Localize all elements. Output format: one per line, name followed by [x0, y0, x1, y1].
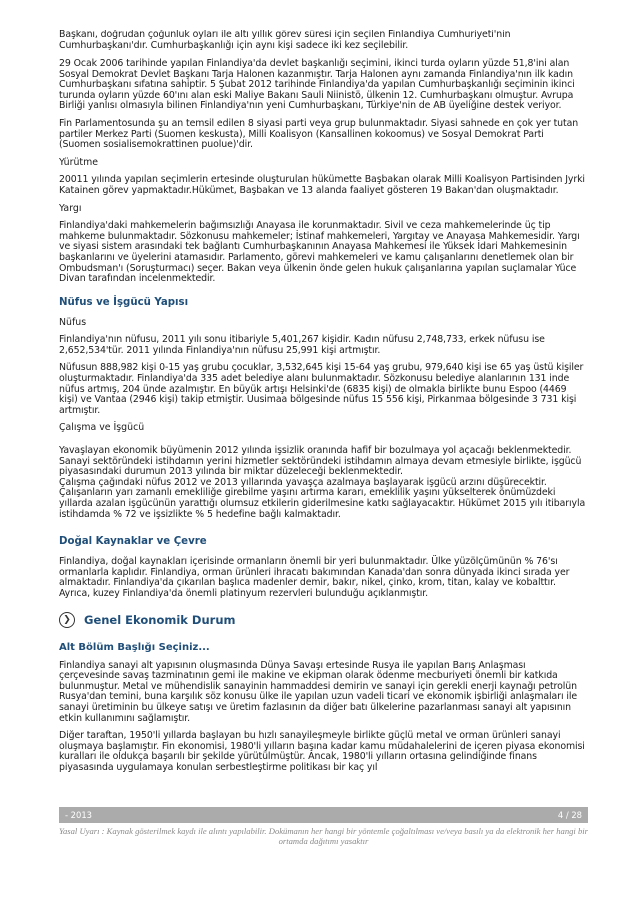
- document-body: [59, 30, 588, 781]
- subsection-select-heading[interactable]: Alt Bölüm Başlığı Seçiniz...: [59, 641, 210, 653]
- label-judiciary: Yargı: [59, 202, 82, 214]
- page-number: 4 / 28: [557, 810, 582, 820]
- page-footer-bar: [59, 807, 588, 823]
- label-population: Nüfus: [59, 316, 87, 328]
- paragraph-judiciary: Finlandiya'daki mahkemelerin bağımsızlığı Anayasa ile korunmaktadır. Sivil ve ceza mahkemelerinde üç tip mahkeme bulunmaktadır. Sözkonusu mahkemeler; İstinaf mahkemeleri, Yargıtay ve Anayasa Mahkemesidir. Yargı ve siyasi sistem arasındaki tek bağlantı Cumhurbaşkanının Anayasa Mahkemesi ile Yüksek İdari Mahkemesinin başkanlarını ve üyelerini atamasıdır. Parlamento, görevi mahkemeleri ve kamu çalışanlarını denetlemek olan bir Ombudsman'ı (Soruşturmacı) seçer. Bakan veya ülkenin önde gelen hukuk çalışanlarına yapılan suçlamalar Yüce Divan tarafından incelenmektedir.: [59, 220, 580, 285]
- label-executive: Yürütme: [59, 156, 98, 168]
- paragraph-executive: 20011 yılında yapılan seçimlerin ertesinde oluşturulan hükümette Başbakan olarak Milli Koalisyon Partisinden Jyrki Katainen görev yapmaktadır.Hükümet, Başbakan ve 13 alanda faaliyet gösteren 19 Bakan'dan oluşmaktadır.: [59, 174, 585, 196]
- section-heading-natural-resources: Doğal Kaynaklar ve Çevre: [59, 536, 207, 548]
- legal-notice: Yasal Uyarı : Kaynak gösterilmek kaydı ile alıntı yapılabilir. Dokümanın her hangi bir yöntemle çoğaltılması ve/veya basılı ya da elektronik her hangi bir ortamda dağıtımı yasaktır: [59, 826, 588, 846]
- chevron-right-circle-icon: ❯: [59, 612, 75, 628]
- paragraph-economy-2: Diğer taraftan, 1950'li yıllarda başlayan bu hızlı sanayileşmeyle birlikte güçlü metal ve orman ürünleri sanayi oluşmaya başlamıştır. Fin ekonomisi, 1980'li yılların başına kadar kamu müdahalelerini de içeren piyasa ekonomisi kuralları ile oldukça başarılı bir şekilde yürütülmüştür. Ancak, 1980'li yılların ortasına gelindiğinde finans piyasasında uygulamaya konulan serbestleştirme politikası bir kaç yıl: [59, 730, 585, 773]
- section-heading-population: Nüfus ve İşgücü Yapısı: [59, 296, 189, 308]
- paragraph-natural-resources: Finlandiya, doğal kaynakları içerisinde ormanların önemli bir yeri bulunmaktadır. Ülke yüzölçümünün % 76'sı ormanlarla kaplıdır. Finlandiya, orman ürünleri ihracatı bakımından Kanada'dan sonra dünyada ikinci sırada yer almaktadır. Finlandiya'da çıkarılan başlıca madenler demir, bakır, nikel, çinko, krom, titan, kalay ve kobalttır. Ayrıca, kuzey Finlandiya'da önemli platinyum rezervleri bulunduğu açıklanmıştır.: [59, 556, 570, 599]
- paragraph-population-1: Finlandiya'nın nüfusu, 2011 yılı sonu itibariyle 5,401,267 kişidir. Kadın nüfusu 2,748,733, erkek nüfusu ise 2,652,534'tür. 2011 yılında Finlandiya'nın nüfusu 25,991 kişi artmıştır.: [59, 334, 545, 356]
- footer-date: - 2013: [65, 810, 92, 820]
- paragraph-economy-1: Finlandiya sanayi alt yapısının oluşmasında Dünya Savaşı ertesinde Rusya ile yapılan Barış Anlaşması çerçevesinde savaş tazminatının gemi ile makine ve ekipman olarak ödenme mecburiyeti önemli bir katkıda bulunmuştur. Metal ve mühendislik sanayinin hammaddesi demirin ve sanayi için gerekli enerji kaynağı petrolün Rusya'dan temini, buna karşılık söz konusu ülke ile yapılan uzun vadeli ticari ve ekonomik işbirliği anlaşmaları ile sanayi üretiminin bu ülkeye satışı ve üretim fazlasının da diğer batı ülkelerine pazarlanması sanayi alt yapısının etkin kullanımını sağlamıştır.: [59, 659, 578, 724]
- section-heading-economy-text: Genel Ekonomik Durum: [84, 612, 236, 627]
- paragraph-population-2: Nüfusun 888,982 kişi 0-15 yaş grubu çocuklar, 3,532,645 kişi 15-64 yaş grubu, 979,640 kişi ise 65 yaş üstü kişiler oluşturmaktadır. Finlandiya'da 335 adet belediye alanı bulunmaktadır. Sözkonusu belediye alanlarının 131 inde nüfus artmış, 204 ünde azalmıştır. En büyük artışı Helsinki'de (6835 kişi) de olmakla birlikte bunu Espoo (4469 kişi) ve Vantaa (2946 kişi) takip etmiştir. Uusimaa bölgesinde nüfus 15 556 kişi, Pirkanmaa bölgesinde 3 731 kişi artmıştır.: [59, 362, 584, 416]
- paragraph-president-intro: Başkanı, doğrudan çoğunluk oyları ile altı yıllık görev süresi için seçilen Finlandiya Cumhuriyeti'nin Cumhurbaşkanı'dır. Cumhurbaşkanlığı için aynı kişi sadece iki kez seçilebilir.: [59, 30, 511, 51]
- paragraph-elections: 29 Ocak 2006 tarihinde yapılan Finlandiya'da devlet başkanlığı seçimini, ikinci turda oyların yüzde 51,8'ini alan Sosyal Demokrat Devlet Başkanı Tarja Halonen kazanmıştır. Tarja Halonen aynı zamanda Finlandiya'nın ilk kadın Cumhurbaşkanı sıfatına sahiptir. 5 Şubat 2012 tarihinde Finlandiya'da yapılan Cumhurbaşkanlığı seçiminin ikinci turunda oyların yüzde 60'ını alan eski Maliye Bakanı Sauli Niinistö, ülkenin 12. Cumhurbaşkanı olmuştur. Avrupa Birliği yanlısı olmasıyla bilinen Finlandiya'nın yeni Cumhurbaşkanı, Türkiye'nin de AB üyeliğine destek veriyor.: [59, 58, 575, 112]
- paragraph-parliament: Fin Parlamentosunda şu an temsil edilen 8 siyasi parti veya grup bulunmaktadır. Siyasi sahnede en çok yer tutan partiler Merkez Parti (Suomen keskusta), Milli Koalisyon (Kansallinen kokoomus) ve Sosyal Demokrat Parti (Suomen sosialisemokrattinen puolue)'dir.: [59, 117, 579, 151]
- paragraph-labour: Yavaşlayan ekonomik büyümenin 2012 yılında işsizlik oranında hafif bir bozulmaya yol açacağı beklenmektedir. Sanayi sektöründeki istihdamın yerini hizmetler sektöründeki istihdamın almaya devam etmesiyle birlikte, işgücü piyasasındaki durumun 2013 yılında bir miktar düzeleceği beklenmektedir. Çalışma çağındaki nüfus 2012 ve 2013 yıllarında yavaşça azalmaya başlayarak işgücü arzını düşürecektir. Çalışanların yarı zamanlı emekliliğe girebilme yaşını artırma kararı, emeklilik yaşını yükselterek önümüzdeki yıllarda azalan işgücünün yarattığı olumsuz etkilerin giderilmesine katkı sağlayacaktır. Hükümet 2015 yılı itibarıyla istihdamda % 72 ve işsizlikte % 5 hedefine bağlı kalmaktadır.: [59, 445, 586, 520]
- label-labour: Çalışma ve İşgücü: [59, 422, 145, 434]
- section-heading-economy: [59, 612, 588, 628]
